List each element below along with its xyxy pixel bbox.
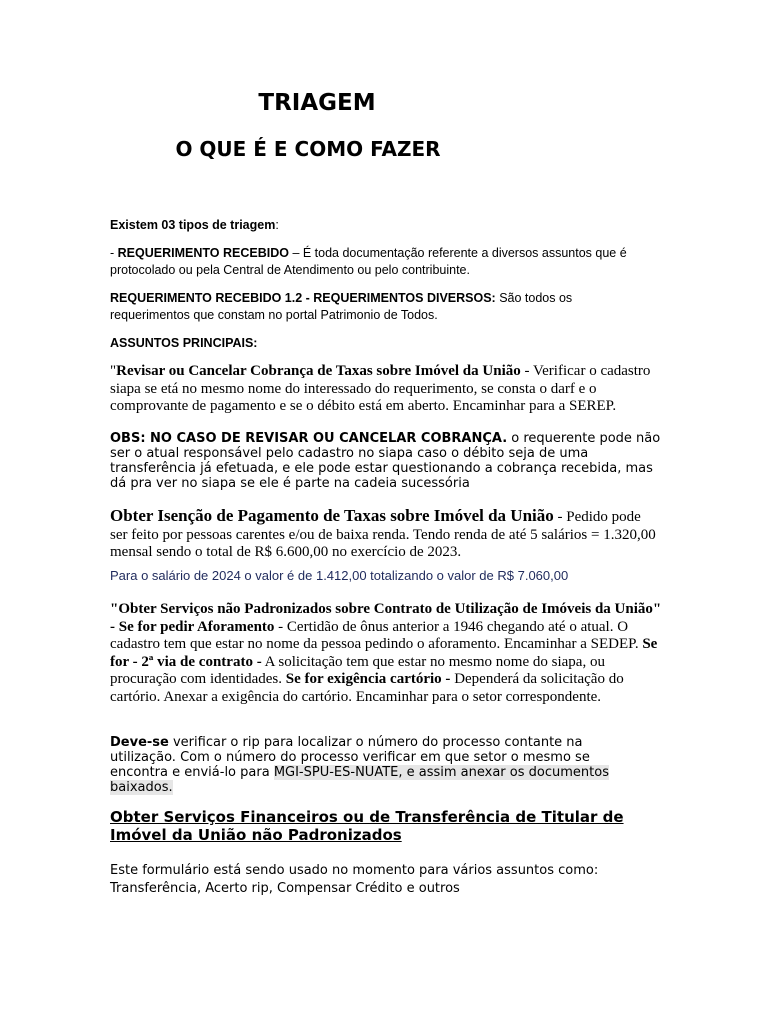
page-title: TRIAGEM — [258, 90, 376, 116]
req-recebido-bold: REQUERIMENTO RECEBIDO — [117, 246, 289, 260]
req-diversos-bold: REQUERIMENTO RECEBIDO 1.2 - REQUERIMENTOS DIVERSOS: — [110, 291, 496, 305]
servicos-bold-3: Se for exigência cartório - — [285, 671, 451, 687]
obs-text: o requerente pode não ser o atual responsável pelo cadastro no siapa caso o débito seja de uma transferência já efetuada, e ele pode estar questionando a cobrança recebida, mas dá pra ver no siapa se ele é parte na cadeia sucessória — [110, 431, 661, 491]
isencao-text: - Pedido pode ser feito por pessoas carentes e/ou de baixa renda. Tendo renda de até 5 salários = 1.320,00 mensal sendo o total de R$ 6.600,00 no exercício de 2023. — [110, 509, 656, 560]
isencao-paragraph — [110, 507, 662, 562]
intro-colon: : — [275, 218, 279, 232]
page-subtitle: O QUE É E COMO FAZER — [175, 137, 441, 161]
servicos-text-2: A solicitação tem que estar no mesmo nome do siapa, ou procuração com identidades. — [110, 653, 605, 687]
assuntos-label — [110, 335, 650, 352]
intro-paragraph — [110, 217, 670, 234]
servicos-text-3: Dependerá da solicitação do cartório. Anexar a exigência do cartório. Encaminhar para o setor correspondente. — [110, 671, 624, 705]
isencao-bold: Obter Isenção de Pagamento de Taxas sobre Imóvel da União — [110, 506, 554, 525]
isencao-2024-note: Para o salário de 2024 o valor é de 1.412,00 totalizando o valor de R$ 7.060,00 — [110, 568, 569, 583]
req-diversos-paragraph — [110, 290, 650, 324]
req-recebido-text: – É toda documentação referente a diversos assuntos que é protocolado ou pela Central de Atendimento ou pelo contribuinte. — [110, 246, 627, 277]
servicos-bold-1: "Obter Serviços não Padronizados sobre Contrato de Utilização de Imóveis da União" - Se for pedir Aforamento — [110, 601, 662, 635]
req-diversos-text: São todos os requerimentos que constam no portal Patrimonio de Todos. — [110, 291, 573, 322]
obs-paragraph — [110, 431, 662, 491]
financeiros-text: Este formulário está sendo usado no momento para vários assuntos como: Transferência, Acerto rip, Compensar Crédito e outros — [110, 863, 599, 896]
obs-bold: OBS: NO CASO DE REVISAR OU CANCELAR COBRANÇA. — [110, 431, 508, 446]
deve-se-bold: Deve-se — [110, 735, 169, 750]
req-recebido-prefix: - — [110, 246, 118, 260]
revisar-paragraph — [110, 363, 662, 416]
revisar-text: - Verificar o cadastro siapa se etá no mesmo nome do interessado do requerimento, se consta o darf e o comprovante de pagamento e se o débito está em aberto. Encaminhar para a SEREP. — [110, 363, 651, 414]
financeiros-heading: Obter Serviços Financeiros ou de Transferência de Titular de Imóvel da União não Padronizados — [110, 808, 624, 844]
servicos-paragraph — [110, 601, 662, 706]
revisar-open-quote: " — [110, 363, 117, 379]
deve-se-highlight: MGI-SPU-ES-NUATE, e assim anexar os documentos baixados. — [110, 765, 609, 795]
deve-se-text: verificar o rip para localizar o número do processo contante na utilização. Com o número do processo verificar em que setor o mesmo se encontra e enviá-lo para — [110, 735, 590, 780]
intro-label: Existem 03 tipos de triagem — [110, 218, 276, 232]
deve-se-paragraph — [110, 735, 632, 795]
servicos-text-1: - Certidão de ônus anterior a 1946 chegando até o atual. O cadastro tem que estar no nome da pessoa pedindo o aforamento. Encaminhar a SEDEP. — [110, 618, 643, 652]
revisar-bold: Revisar ou Cancelar Cobrança de Taxas sobre Imóvel da União — [116, 363, 521, 379]
req-recebido-paragraph — [110, 245, 645, 279]
servicos-bold-2: Se for - 2ª via de contrato - — [110, 636, 658, 670]
assuntos-label-text: ASSUNTOS PRINCIPAIS: — [110, 336, 258, 350]
